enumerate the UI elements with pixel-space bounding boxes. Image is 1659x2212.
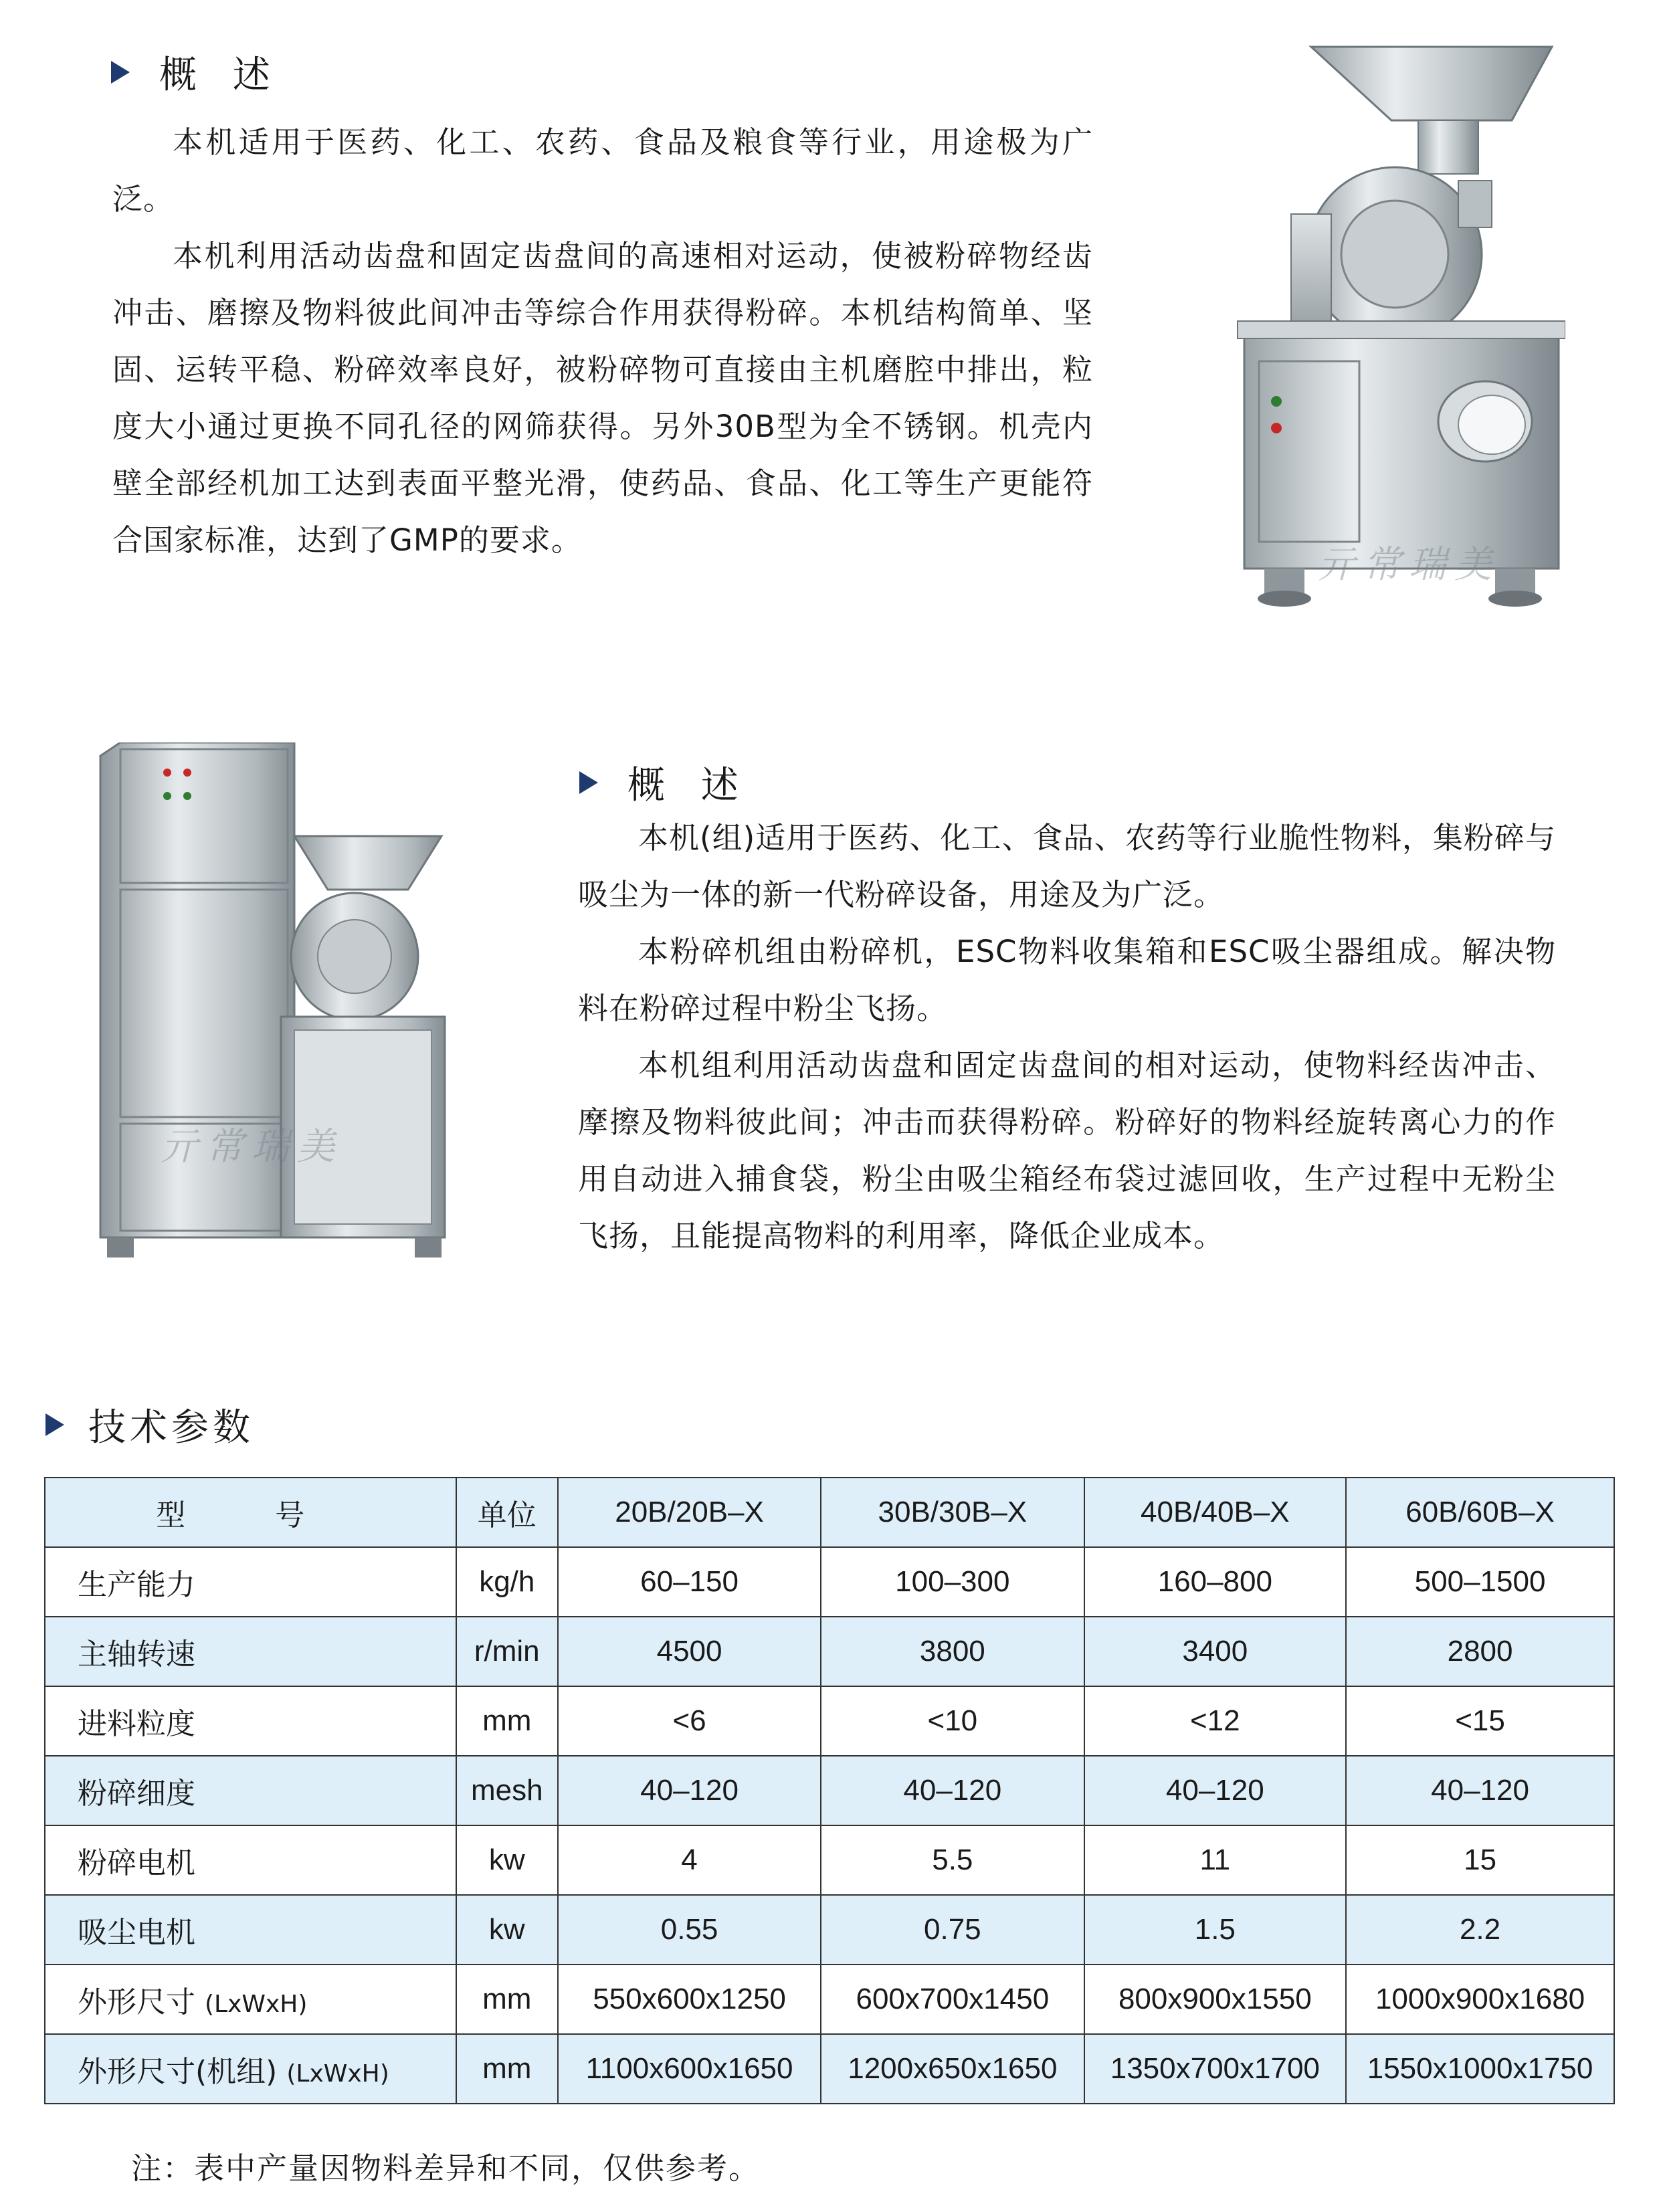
- section2-paragraph: 本粉碎机组由粉碎机，ESC物料收集箱和ESC吸尘器组成。解决物料在粉碎过程中粉尘飞扬。: [578, 934, 1556, 1026]
- table-cell: 1200x650x1650: [821, 2034, 1084, 2104]
- table-note: 注：表中产量因物料差异和不同，仅供参考。: [131, 2150, 761, 2186]
- section2-body: [578, 809, 1556, 1264]
- table-cell: 1.5: [1084, 1895, 1347, 1965]
- row-label: 粉碎电机: [45, 1825, 456, 1895]
- section1-body: [112, 114, 1093, 569]
- table-cell: 2.2: [1346, 1895, 1614, 1965]
- table-cell: 1000x900x1680: [1346, 1965, 1614, 2034]
- pulverizer-image: [1217, 27, 1565, 649]
- table-row: [45, 2034, 1614, 2104]
- table-cell: <10: [821, 1686, 1084, 1756]
- table-cell: <12: [1084, 1686, 1347, 1756]
- table-cell: 40–120: [821, 1756, 1084, 1825]
- row-label: 生产能力: [45, 1547, 456, 1617]
- table-row: [45, 1895, 1614, 1965]
- table-row: [45, 1686, 1614, 1756]
- watermark-text: 亓常瑞美: [1318, 543, 1500, 587]
- header-cell: 60B/60B–X: [1346, 1478, 1614, 1547]
- table-cell: <15: [1346, 1686, 1614, 1756]
- row-label: 进料粒度: [45, 1686, 456, 1756]
- table-cell: 2800: [1346, 1617, 1614, 1686]
- triangle-bullet-icon: [579, 771, 598, 794]
- row-label: 吸尘电机: [45, 1895, 456, 1965]
- table-header-row: [45, 1478, 1614, 1547]
- row-unit: r/min: [456, 1617, 558, 1686]
- table-cell: 5.5: [821, 1825, 1084, 1895]
- section1-paragraph: 本机利用活动齿盘和固定齿盘间的高速相对运动，使被粉碎物经齿冲击、磨擦及物料彼此间冲击等综合作用获得粉碎。本机结构简单、坚固、运转平稳、粉碎效率良好，被粉碎物可直接由主机磨腔中排出，粒度大小通过更换不同孔径的网筛获得。另外30B型为全不锈钢。机壳内壁全部经机加工达到表面平整光滑，使药品、食品、化工等生产更能符合国家标准，达到了GMP的要求。: [112, 238, 1093, 558]
- table-cell: 0.75: [821, 1895, 1084, 1965]
- section2-paragraph: 本机组利用活动齿盘和固定齿盘间的相对运动，使物料经齿冲击、摩擦及物料彼此间；冲击而获得粉碎。粉碎好的物料经旋转离心力的作用自动进入捕食袋，粉尘由吸尘箱经布袋过滤回收，生产过程中无粉尘飞扬，且能提高物料的利用率，降低企业成本。: [578, 1047, 1556, 1253]
- table-cell: 1550x1000x1750: [1346, 2034, 1614, 2104]
- table-cell: 0.55: [558, 1895, 821, 1965]
- section2-paragraph: 本机(组)适用于医药、化工、食品、农药等行业脆性物料，集粉碎与吸尘为一体的新一代粉碎设备，用途及为广泛。: [578, 820, 1556, 912]
- row-unit: kw: [456, 1825, 558, 1895]
- table-row: [45, 1825, 1614, 1895]
- table-cell: 800x900x1550: [1084, 1965, 1347, 2034]
- row-unit: mm: [456, 2034, 558, 2104]
- table-row: [45, 1756, 1614, 1825]
- table-cell: 1100x600x1650: [558, 2034, 821, 2104]
- pulverizer-unit-drawing: [94, 742, 455, 1264]
- table-cell: 4500: [558, 1617, 821, 1686]
- row-label-suffix: (LxWxH): [205, 1991, 308, 2018]
- table-cell: 11: [1084, 1825, 1347, 1895]
- table-row: [45, 1547, 1614, 1617]
- table-cell: 60–150: [558, 1547, 821, 1617]
- table-cell: 15: [1346, 1825, 1614, 1895]
- section1-paragraph: 本机适用于医药、化工、农药、食品及粮食等行业，用途极为广泛。: [112, 124, 1093, 217]
- section2-heading-text: 概 述: [627, 764, 751, 807]
- table-cell: 40–120: [1346, 1756, 1614, 1825]
- table-cell: 3400: [1084, 1617, 1347, 1686]
- header-cell: 单位: [456, 1478, 558, 1547]
- row-label: 粉碎细度: [45, 1756, 456, 1825]
- watermark-text: 亓常瑞美: [161, 1125, 343, 1169]
- row-label: 主轴转速: [45, 1617, 456, 1686]
- specs-heading: [45, 1398, 254, 1451]
- triangle-bullet-icon: [45, 1413, 64, 1436]
- header-cell: 30B/30B–X: [821, 1478, 1084, 1547]
- table-cell: 3800: [821, 1617, 1084, 1686]
- table-cell: 500–1500: [1346, 1547, 1614, 1617]
- section1-heading-text: 概 述: [159, 54, 282, 97]
- row-unit: mm: [456, 1965, 558, 2034]
- specs-table: [44, 1477, 1615, 2104]
- triangle-bullet-icon: [111, 61, 130, 84]
- table-row: [45, 1617, 1614, 1686]
- row-label: 外形尺寸 (LxWxH): [45, 1965, 456, 2034]
- header-cell: 型 号: [45, 1478, 456, 1547]
- table-cell: 1350x700x1700: [1084, 2034, 1347, 2104]
- row-unit: mesh: [456, 1756, 558, 1825]
- section2-heading: [579, 756, 751, 809]
- table-cell: 100–300: [821, 1547, 1084, 1617]
- table-cell: 4: [558, 1825, 821, 1895]
- table-cell: 160–800: [1084, 1547, 1347, 1617]
- row-unit: kg/h: [456, 1547, 558, 1617]
- row-unit: mm: [456, 1686, 558, 1756]
- table-cell: <6: [558, 1686, 821, 1756]
- table-cell: 40–120: [1084, 1756, 1347, 1825]
- table-cell: 40–120: [558, 1756, 821, 1825]
- table-cell: 600x700x1450: [821, 1965, 1084, 2034]
- header-cell: 40B/40B–X: [1084, 1478, 1347, 1547]
- header-cell: 20B/20B–X: [558, 1478, 821, 1547]
- specs-heading-text: 技术参数: [88, 1406, 254, 1449]
- row-label: 外形尺寸(机组) (LxWxH): [45, 2034, 456, 2104]
- pulverizer-unit-image: [94, 742, 455, 1264]
- section1-heading: [111, 45, 282, 99]
- row-unit: kw: [456, 1895, 558, 1965]
- table-row: [45, 1965, 1614, 2034]
- row-label-suffix: (LxWxH): [286, 2060, 389, 2088]
- table-cell: 550x600x1250: [558, 1965, 821, 2034]
